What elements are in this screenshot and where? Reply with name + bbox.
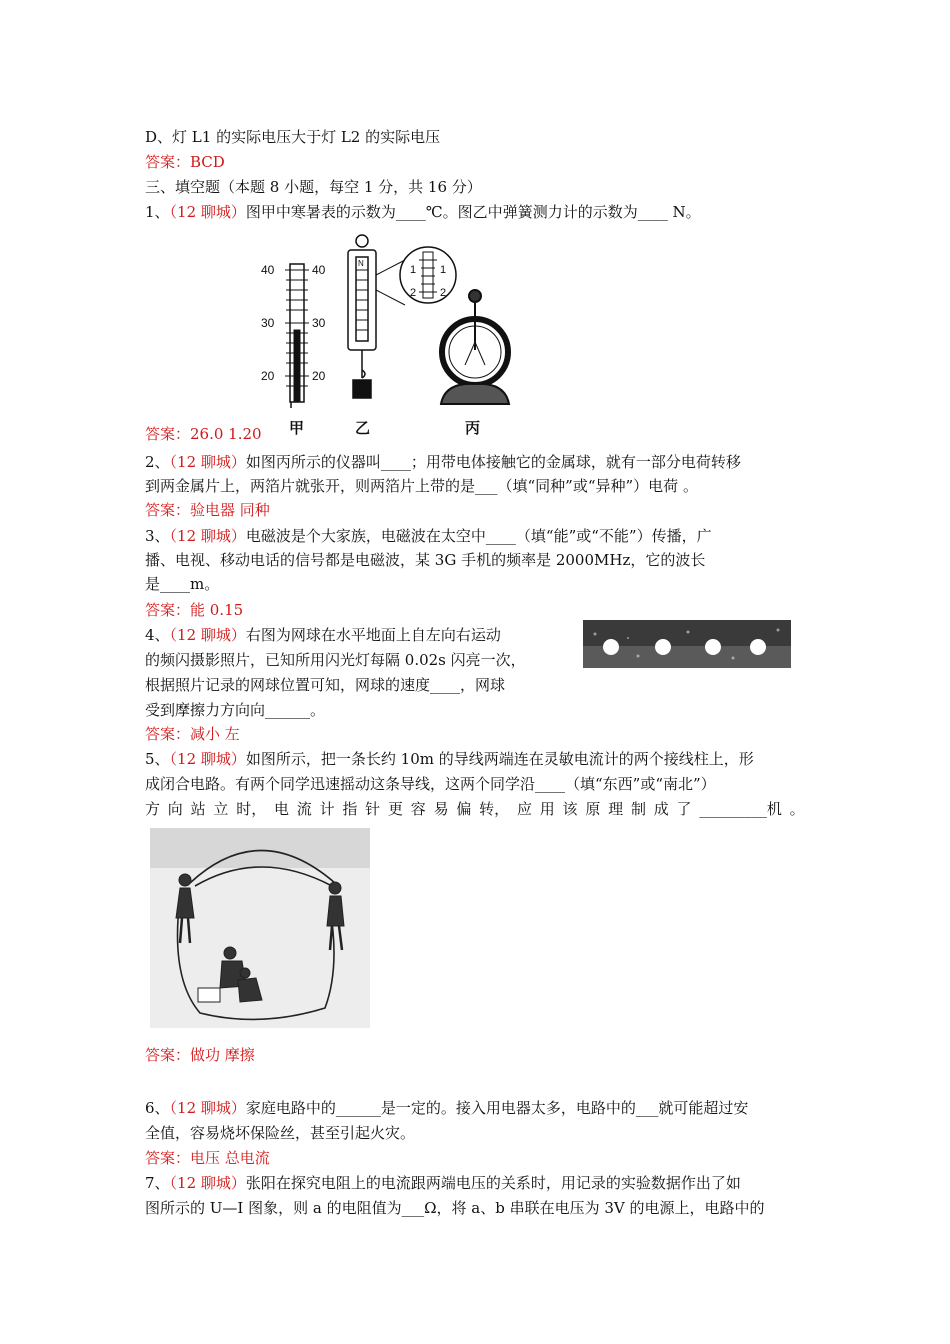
q-text: 电磁波是个大家族，电磁波在太空中____（填“能”或“不能”）传播，广 — [245, 527, 712, 545]
q-text: 张阳在探究电阻上的电流跟两端电压的关系时，用记录的实验数据作出了如 — [245, 1174, 741, 1192]
question-1 — [145, 202, 701, 222]
question-4-line3: 根据照片记录的网球位置可知，网球的速度____，网球 — [145, 676, 506, 694]
question-3-line3: 是____m。 — [145, 575, 220, 593]
answer-2: 答案：验电器 同种 — [145, 501, 270, 519]
scale-unit: N — [358, 259, 364, 268]
text-fragment: 容 — [410, 800, 426, 818]
text-fragment: 。 — [789, 800, 805, 818]
q-num: 3、 — [145, 527, 170, 545]
caption-bing: 丙 — [465, 419, 481, 437]
q-text: 图甲中寒暑表的示数为____℃。图乙中弹簧测力计的示数为____ N。 — [245, 203, 701, 221]
spring-scale-figure — [348, 235, 456, 398]
question-4-line2: 的频闪摄影照片，已知所用闪光灯每隔 0.02s 闪亮一次， — [145, 651, 526, 669]
q-text: 家庭电路中的______是一定的。接入用电器太多，电路中的___就可能超过安 — [245, 1099, 749, 1117]
text-fragment: 用 — [539, 800, 555, 818]
q-source: （12 聊城） — [169, 453, 246, 471]
text-fragment: 电 — [273, 800, 289, 818]
figure-instruments — [255, 230, 525, 440]
gauge-label-2-left: 2 — [410, 287, 417, 299]
question-5-line2: 成闭合电路。有两个同学迅速摇动这条导线，这两个同学沿____（填“东西”或“南北”） — [145, 775, 716, 793]
ball-position-1 — [603, 639, 619, 655]
text-fragment: 向 — [167, 800, 183, 818]
answer-4: 答案：减小 左 — [145, 725, 240, 743]
text-fragment: 转， — [479, 800, 510, 818]
text-fragment: 该 — [562, 800, 578, 818]
text-fragment: 制 — [630, 800, 646, 818]
ball-position-4 — [750, 639, 766, 655]
q-text: 如图所示，把一条长约 10m 的导线两端连在灵敏电流计的两个接线柱上，形 — [245, 750, 754, 768]
text-fragment: 针 — [365, 800, 381, 818]
text-fragment: 时， — [236, 800, 267, 818]
question-7-line1 — [145, 1173, 741, 1193]
q-text: 右图为网球在水平地面上自左向右运动 — [245, 626, 501, 644]
gauge-label-1-left: 1 — [410, 264, 417, 276]
question-2-line1 — [145, 452, 741, 472]
text-fragment: 立 — [213, 800, 229, 818]
electroscope-figure — [441, 290, 509, 404]
text-fragment: 了 — [676, 800, 692, 818]
question-2-line2: 到两金属片上，两箔片就张开，则两箔片上带的是___（填“同种”或“异种”）电荷 。 — [145, 477, 698, 495]
answer-3: 答案：能 0.15 — [145, 601, 244, 619]
text-fragment: 计 — [319, 800, 335, 818]
q-num: 2、 — [145, 453, 170, 471]
question-3-line2: 播、电视、移动电话的信号都是电磁波，某 3G 手机的频率是 2000MHz，它的波长 — [145, 551, 706, 569]
text-fragment: _________机 — [699, 800, 782, 818]
thermo-label-40-left: 40 — [261, 263, 275, 277]
section-heading: 三、填空题（本题 8 小题，每空 1 分，共 16 分） — [145, 178, 482, 196]
question-5-line3 — [145, 799, 805, 819]
question-3-line1 — [145, 526, 712, 546]
thermo-label-30-left: 30 — [261, 316, 275, 330]
q-source: （12 聊城） — [169, 1174, 246, 1192]
answer-1: 答案：26.0 1.20 — [145, 425, 262, 443]
ball-position-3 — [705, 639, 721, 655]
text-fragment: 站 — [190, 800, 206, 818]
gauge-label-2-right: 2 — [440, 287, 447, 299]
text-fragment: 偏 — [456, 800, 472, 818]
thermo-label-30-right: 30 — [312, 316, 326, 330]
q-num: 6、 — [145, 1099, 170, 1117]
answer-prev: 答案：BCD — [145, 153, 225, 171]
question-5-line1 — [145, 749, 754, 769]
text-fragment: 成 — [653, 800, 669, 818]
q-num: 5、 — [145, 750, 170, 768]
answer-6: 答案：电压 总电流 — [145, 1149, 270, 1167]
q-num: 7、 — [145, 1174, 170, 1192]
question-6-line2: 全值，容易烧坏保险丝，甚至引起火灾。 — [145, 1124, 416, 1142]
q-num: 4、 — [145, 626, 170, 644]
text-fragment: 应 — [516, 800, 532, 818]
thermometer-figure — [285, 264, 309, 408]
text-fragment: 流 — [296, 800, 312, 818]
text-fragment: 易 — [433, 800, 449, 818]
q-source: （12 聊城） — [169, 527, 246, 545]
q-text: 如图丙所示的仪器叫____；用带电体接触它的金属球，就有一部分电荷转移 — [245, 453, 741, 471]
q-source: （12 聊城） — [169, 750, 246, 768]
q-source: （12 聊城） — [169, 1099, 246, 1117]
thermo-label-40-right: 40 — [312, 263, 326, 277]
question-4-line1 — [145, 625, 501, 645]
question-7-line2: 图所示的 U—I 图象，则 a 的电阻值为___Ω，将 a、b 串联在电压为 3V 的电源上，电路中的 — [145, 1199, 765, 1217]
text-fragment: 方 — [145, 800, 161, 818]
option-d: D、灯 L1 的实际电压大于灯 L2 的实际电压 — [145, 128, 441, 146]
thermo-label-20-right: 20 — [312, 369, 326, 383]
rope-experiment-illustration — [150, 828, 370, 1028]
q-source: （12 聊城） — [169, 203, 246, 221]
caption-yi: 乙 — [355, 419, 371, 437]
text-fragment: 更 — [387, 800, 403, 818]
thermo-label-20-left: 20 — [261, 369, 275, 383]
tennis-strobe-photo — [583, 620, 791, 668]
q-source: （12 聊城） — [169, 626, 246, 644]
q-num: 1、 — [145, 203, 170, 221]
question-6-line1 — [145, 1098, 748, 1118]
answer-5: 答案：做功 摩擦 — [145, 1046, 255, 1064]
text-fragment: 原 — [585, 800, 601, 818]
text-fragment: 理 — [608, 800, 624, 818]
caption-jia: 甲 — [289, 419, 305, 437]
gauge-label-1-right: 1 — [440, 264, 447, 276]
text-fragment: 指 — [342, 800, 358, 818]
question-4-line4: 受到摩擦力方向向______。 — [145, 701, 326, 719]
ball-position-2 — [655, 639, 671, 655]
